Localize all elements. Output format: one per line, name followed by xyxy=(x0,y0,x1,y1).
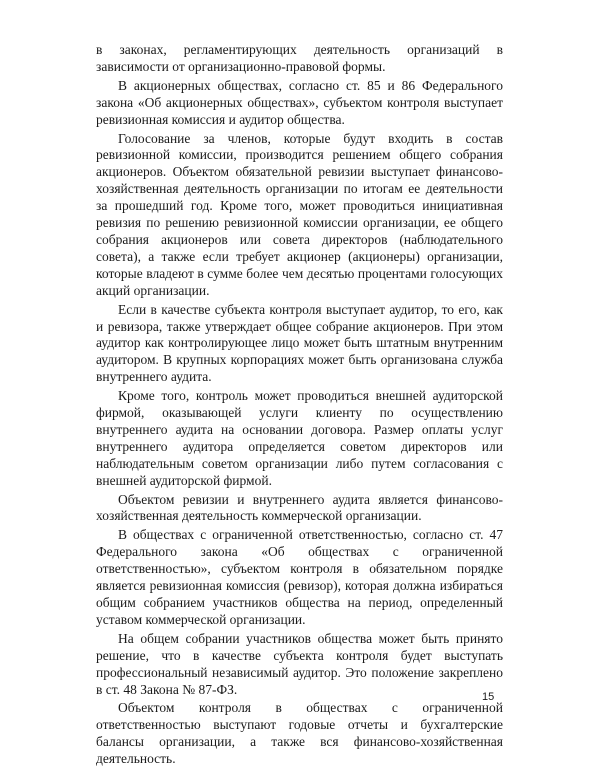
paragraph: В акционерных обществах, согласно ст. 85 и 86 Федерального закона «Об акционерных обществах», субъектом контроля выступает ревизионная комиссия и аудитор общества. xyxy=(96,77,503,127)
body-text xyxy=(96,42,503,770)
paragraph: Объектом контроля в обществах с ограниченной ответственностью выступают годовые отчеты и бухгалтерские балансы организации, а также вся финансово-хозяйственная деятельность. xyxy=(96,700,503,767)
paragraph: в законах, регламентирующих деятельность организаций в зависимости от организационно-правовой формы. xyxy=(96,42,503,74)
paragraph: Объектом ревизии и внутреннего аудита является финансово-хозяйственная деятельность коммерческой организации. xyxy=(96,491,503,524)
paragraph: Кроме того, контроль может проводиться внешней аудиторской фирмой, оказывающей услуги клиенту по осуществлению внутреннего аудита на основании договора. Размер оплаты услуг внутреннего аудитора определяется советом директоров или наблюдательным советом организации либо путем согласования с внешней аудиторской фирмой. xyxy=(96,388,503,488)
paragraph: На общем собрании участников общества может быть принято решение, что в качестве субъекта контроля будет выступать профессиональный независимый аудитор. Это положение закреплено в ст. 48 Закона № 87-ФЗ. xyxy=(96,630,503,697)
paragraph: Если в качестве субъекта контроля выступает аудитор, то его, как и ревизора, также утверждает общее собрание акционеров. При этом аудитор как контролирующее лицо может быть штатным внутренним аудитором. В крупных корпорациях может быть организована служба внутреннего аудита. xyxy=(96,301,503,385)
page-number: 15 xyxy=(482,691,495,703)
paragraph: Голосование за членов, которые будут входить в состав ревизионной комиссии, производится решением общего собрания акционеров. Объектом обязательной ревизии выступает финансово-хозяйственная деятельность организации по итогам ее деятельности за прошедший год. Кроме того, может проводиться инициативная ревизия по решению ревизионной комиссии организации, ее общего собрания акционеров или совета директоров (наблюдательного совета), а также если требует акционер (акционеры) организации, которые владеют в сумме более чем десятью процентами голосующих акций организации. xyxy=(96,130,503,298)
paragraph: В обществах с ограниченной ответственностью, согласно ст. 47 Федерального закона «Об обществах с ограниченной ответственностью», субъектом контроля в обязательном порядке является ревизионная комиссия (ревизор), которая должна избираться общим собранием участников общества на период, определенный уставом коммерческой организации. xyxy=(96,527,503,627)
